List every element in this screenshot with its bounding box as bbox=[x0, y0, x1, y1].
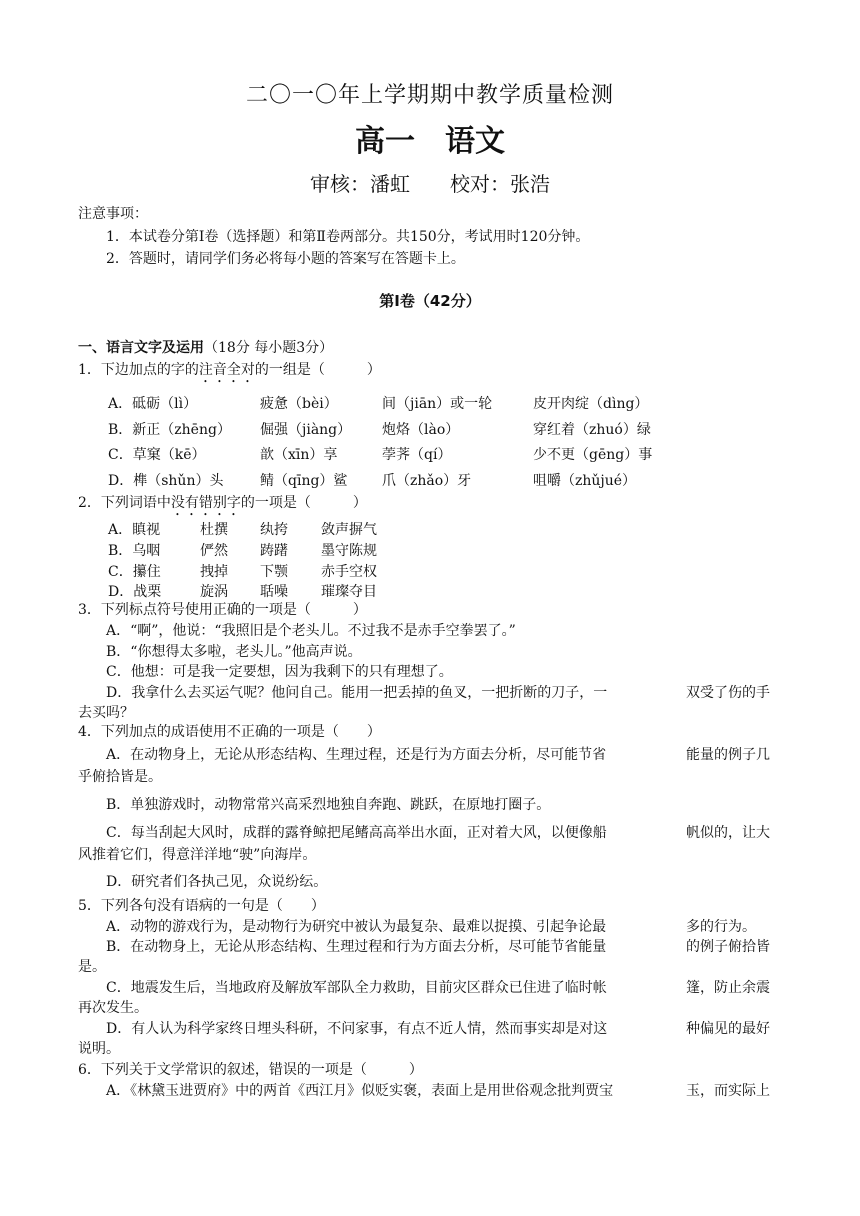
q5-option-b-line1: B．在动物身上，无论从形态结构、生理过程和行为方面去分析，尽可能节省能量 bbox=[106, 939, 607, 955]
q3-option-b: B．“你想得太多啦，老头儿。”他高声说。 bbox=[106, 644, 362, 660]
q1-a-4: 皮开肉绽（dìng） bbox=[533, 396, 649, 412]
note-item-1: 1．本试卷分第Ⅰ卷（选择题）和第Ⅱ卷两部分。共150分，考试用时120分钟。 bbox=[106, 229, 590, 245]
q1-d-3: 爪（zhǎo）牙 bbox=[382, 473, 472, 489]
q4-option-a-line1: A．在动物身上，无论从形态结构、生理过程，还是行为方面去分析，尽可能节省 bbox=[106, 747, 607, 763]
q1-a-1: A．砥砺（lì） bbox=[108, 396, 198, 412]
q1-a-2: 疲惫（bèi） bbox=[260, 396, 338, 412]
q2-b-1: B．乌咽 bbox=[108, 543, 161, 559]
q1-c-2: 歆（xīn）享 bbox=[260, 447, 338, 463]
q6-stem: 6．下列关于文学常识的叙述，错误的一项是（ ） bbox=[78, 1062, 423, 1078]
q2-b-4: 墨守陈规 bbox=[321, 543, 377, 559]
q2-a-3: 纨挎 bbox=[260, 522, 288, 538]
q2-c-3: 下颚 bbox=[260, 564, 288, 580]
q5-option-b-line2: 是。 bbox=[78, 959, 106, 975]
q1-c-3: 荸荠（qí） bbox=[382, 447, 452, 463]
q6-option-a-line1: A．《林黛玉进贾府》中的两首《西江月》似贬实褒，表面上是用世俗观念批判贾宝 bbox=[106, 1083, 614, 1099]
volume-heading: 第Ⅰ卷（42分） bbox=[379, 292, 481, 310]
q5-option-b-line1-right: 的例子俯拾皆 bbox=[686, 939, 770, 955]
notes-heading: 注意事项： bbox=[78, 206, 148, 222]
q2-a-4: 敛声摒气 bbox=[321, 522, 377, 538]
q1-b-4: 穿红着（zhuó）绿 bbox=[533, 422, 651, 438]
q3-option-a: A．“啊”，他说：“我照旧是个老头儿。不过我不是赤手空拳罢了。” bbox=[106, 623, 516, 639]
q2-stem-pre: 2．下列词语中 bbox=[78, 495, 171, 511]
q3-option-d-line1-right: 双受了伤的手 bbox=[686, 685, 770, 701]
q2-stem bbox=[78, 493, 367, 519]
q4-option-c-line1-right: 帆似的，让大 bbox=[686, 825, 770, 841]
q5-option-d-line2: 说明。 bbox=[78, 1041, 120, 1057]
q2-c-2: 拽掉 bbox=[200, 564, 228, 580]
q1-c-1: C．草窠（kē） bbox=[108, 447, 206, 463]
exam-title: 二〇一〇年上学期期中教学质量检测 bbox=[245, 83, 614, 108]
q2-stem-post: 的一项是（ ） bbox=[240, 495, 367, 511]
q1-d-1: D．榫（shǔn）头 bbox=[108, 473, 224, 489]
reviewers-line: 审核：潘虹 校对：张浩 bbox=[310, 172, 550, 196]
q2-d-2: 旋涡 bbox=[200, 584, 228, 600]
q5-option-c-line1-right: 篷，防止余震 bbox=[686, 980, 770, 996]
q2-a-2: 杜撰 bbox=[200, 522, 228, 538]
q4-option-b: B．单独游戏时，动物常常兴高采烈地独自奔跑、跳跃，在原地打圈子。 bbox=[106, 797, 551, 813]
q1-stem-pre: 1．下边加点的字的 bbox=[78, 362, 199, 378]
q4-option-d: D．研究者们各执己见，众说纷纭。 bbox=[106, 874, 328, 890]
q1-stem-post: 的一组是（ ） bbox=[254, 362, 381, 378]
q1-stem bbox=[78, 360, 381, 386]
q4-option-c-line1: C．每当刮起大风时，成群的露脊鲸把尾鳍高高举出水面，正对着大风，以便像船 bbox=[106, 825, 607, 841]
q3-option-c: C．他想：可是我一定要想，因为我剩下的只有理想了。 bbox=[106, 664, 453, 680]
q5-option-c-line1: C．地震发生后，当地政府及解放军部队全力救助，目前灾区群众已住进了临时帐 bbox=[106, 980, 607, 996]
q5-option-d-line1-right: 种偏见的最好 bbox=[686, 1021, 770, 1037]
q2-d-3: 聒噪 bbox=[260, 584, 288, 600]
q4-stem: 4．下列加点的成语使用不正确的一项是（ ） bbox=[78, 724, 381, 740]
q2-c-1: C．攥住 bbox=[108, 564, 161, 580]
q2-d-1: D．战栗 bbox=[108, 584, 162, 600]
q2-d-4: 璀璨夺目 bbox=[321, 584, 377, 600]
q4-option-c-line2: 风推着它们，得意洋洋地“驶”向海岸。 bbox=[78, 847, 317, 863]
subject-title: 高一 语文 bbox=[355, 124, 505, 159]
q2-stem-emphasis: 没有错别字 bbox=[170, 495, 241, 511]
note-item-2: 2．答题时，请同学们务必将每小题的答案写在答题卡上。 bbox=[106, 251, 465, 267]
q2-a-1: A．瞋视 bbox=[108, 522, 161, 538]
q2-b-2: 俨然 bbox=[200, 543, 228, 559]
q2-c-4: 赤手空权 bbox=[321, 564, 377, 580]
q1-stem-emphasis: 注音全对 bbox=[198, 362, 255, 378]
q3-stem: 3．下列标点符号使用正确的一项是（ ） bbox=[78, 602, 367, 618]
q1-d-4: 咀嚼（zhǔjué） bbox=[533, 473, 637, 489]
q6-option-a-line1-right: 玉，而实际上 bbox=[686, 1083, 770, 1099]
q5-option-c-line2: 再次发生。 bbox=[78, 1000, 148, 1016]
q1-b-1: B．新正（zhēng） bbox=[108, 422, 231, 438]
q4-option-a-line2: 乎俯拾皆是。 bbox=[78, 769, 162, 785]
q3-option-d-line1: D．我拿什么去买运气呢？他问自己。能用一把丢掉的鱼叉，一把折断的刀子，一 bbox=[106, 685, 608, 701]
q3-option-d-line2: 去买吗？ bbox=[78, 705, 134, 721]
q2-b-3: 踌躇 bbox=[260, 543, 288, 559]
section-title: 一、语言文字及运用 bbox=[78, 340, 204, 356]
q5-option-a-line1: A．动物的游戏行为，是动物行为研究中被认为最复杂、最难以捉摸、引起争论最 bbox=[106, 919, 607, 935]
q5-option-a-line1-right: 多的行为。 bbox=[686, 919, 756, 935]
section-meta: （18分 每小题3分） bbox=[204, 340, 334, 356]
q4-option-a-line1-right: 能量的例子几 bbox=[686, 747, 770, 763]
q5-option-d-line1: D．有人认为科学家终日埋头科研，不问家事，有点不近人情，然而事实却是对这 bbox=[106, 1021, 608, 1037]
q1-b-3: 炮烙（lào） bbox=[382, 422, 460, 438]
section-heading bbox=[78, 338, 333, 358]
q1-a-3: 间（jiān）或一轮 bbox=[382, 396, 493, 412]
q1-d-2: 鲭（qīng）鲨 bbox=[260, 473, 348, 489]
q1-b-2: 倔强（jiàng） bbox=[260, 422, 352, 438]
q5-stem: 5．下列各句没有语病的一句是（ ） bbox=[78, 898, 325, 914]
q1-c-4: 少不更（gēng）事 bbox=[533, 447, 653, 463]
